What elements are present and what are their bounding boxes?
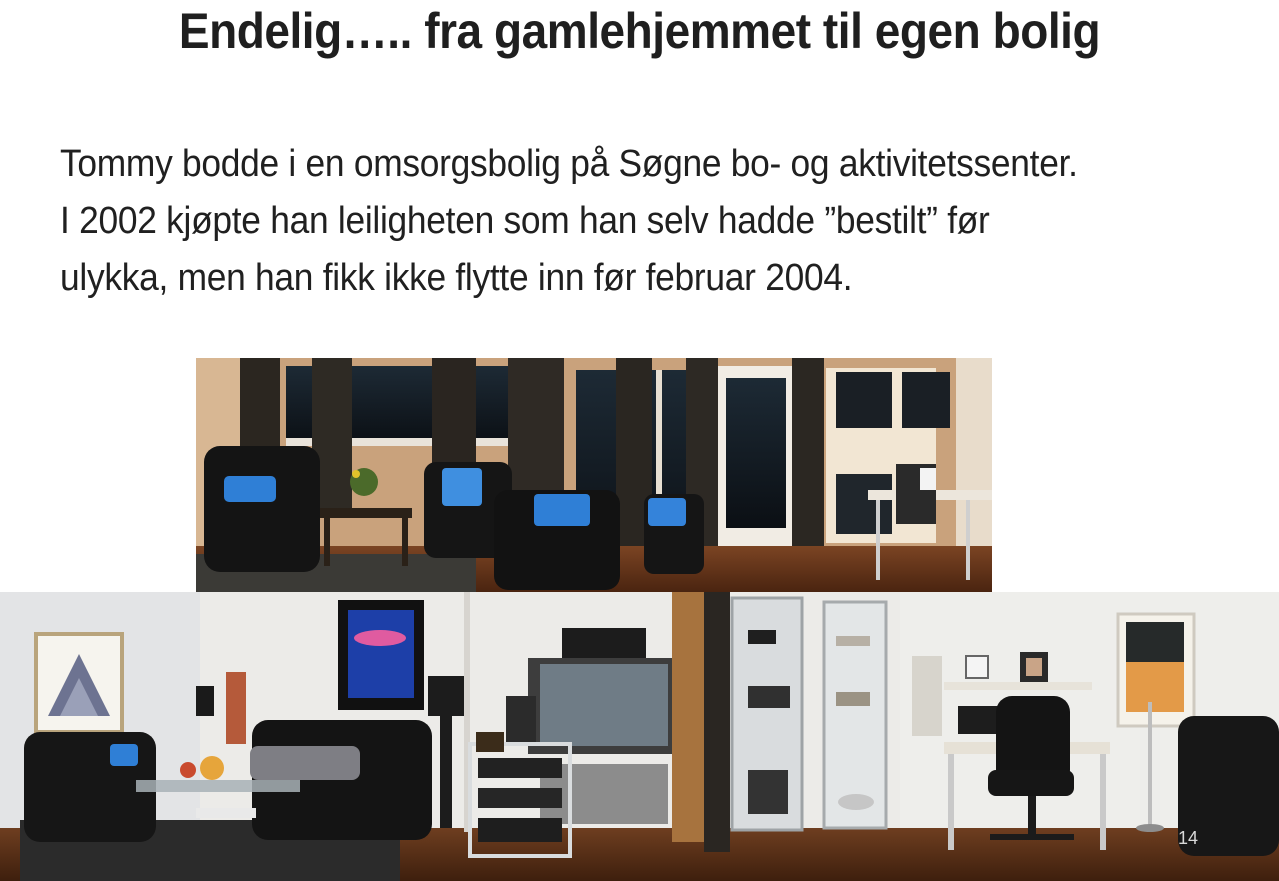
paragraph-line-2: I 2002 kjøpte han leiligheten som han selv hadde ”bestilt” før bbox=[60, 200, 990, 242]
slide-title: Endelig….. fra gamlehjemmet til egen bolig bbox=[178, 3, 1101, 59]
apartment-photo bbox=[0, 592, 1279, 881]
living-room-panorama-icon bbox=[196, 358, 992, 592]
paragraph-line-3: ulykka, men han fikk ikke flytte inn før februar 2004. bbox=[60, 257, 853, 299]
living-room-photo bbox=[196, 358, 992, 592]
page-number: 14 bbox=[1178, 828, 1199, 848]
paragraph-line-1: Tommy bodde i en omsorgsbolig på Søgne bo- og aktivitetssenter. bbox=[60, 143, 1078, 185]
slide-paragraph bbox=[60, 136, 1270, 307]
apartment-interior-panorama-icon bbox=[0, 592, 1279, 881]
